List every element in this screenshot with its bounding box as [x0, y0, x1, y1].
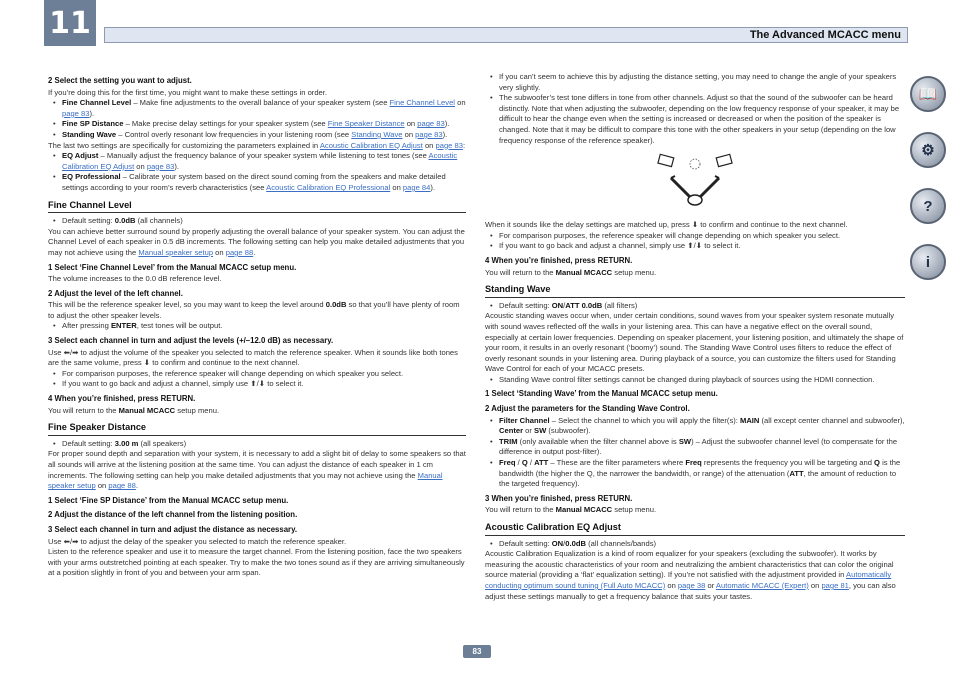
link-page[interactable]: page 81 [821, 580, 849, 590]
step-text: You will return to the Manual MCACC setup menu. [485, 505, 657, 515]
link-fine-channel-level[interactable]: Fine Channel Level [389, 98, 455, 108]
default-setting: • Default setting: 0.0dB (all channels) [48, 216, 466, 227]
link-page[interactable]: page 83 [62, 108, 90, 118]
step-text: The volume increases to the 0.0 dB reference level. [48, 274, 222, 284]
step-title: 1 Select ‘Fine Channel Level’ from the Manual MCACC setup menu. [48, 262, 297, 272]
sidebar-icons [910, 76, 950, 300]
list-item: • After pressing ENTER, test tones will be output. [48, 321, 466, 332]
book-icon[interactable]: 📖 [910, 76, 946, 112]
list-item: • Standing Wave control filter settings cannot be changed during playback of sources using the HDMI connection. [485, 375, 905, 386]
step-text: Use ⬅/➡ to adjust the volume of the speaker you selected to match the reference speaker. When it sounds like both tones are the same volume, press ⬇ to confirm and continue to the next channel. [48, 347, 458, 368]
page-number: 83 [463, 645, 491, 658]
link-automatic-mcacc-expert[interactable]: Automatic MCACC (Expert) [715, 580, 809, 590]
list-item: • EQ Adjust – Manually adjust the frequency balance of your speaker system while listening to test tones (see Acoustic Calibration EQ Adjust on page 83). [48, 151, 466, 172]
section-heading-fine-speaker-distance: Fine Speaker Distance [48, 422, 466, 436]
list-item: • Fine SP Distance – Make precise delay settings for your speaker system (see Fine Speaker Distance on page 83). [48, 119, 466, 130]
settings-panel-icon[interactable]: ⚙ [910, 132, 946, 168]
list-item: • Filter Channel – Select the channel to which you will apply the filter(s): MAIN (all except center channel and subwoofer), Center or SW (subwoofer). [485, 416, 905, 437]
step-2-intro: If you’re doing this for the first time, you might want to make these settings in order. [48, 87, 327, 97]
section-heading-acoustic-calibration-eq-adjust: Acoustic Calibration EQ Adjust [485, 522, 905, 536]
list-item: • If you can’t seem to achieve this by adjusting the distance setting, you may need to change the angle of your speakers very slightly. [485, 72, 905, 93]
step-title: 3 Select each channel in turn and adjust the levels (+/–12.0 dB) as necessary. [48, 336, 334, 346]
paragraph: When it sounds like the delay settings are matched up, press ⬇ to confirm and continue to the next channel. [485, 220, 848, 230]
link-page[interactable]: page 83 [415, 129, 443, 139]
step-text: This will be the reference speaker level, so you may want to keep the level around 0.0dB so that you’ll have plenty of room to adjust the other speaker levels. [48, 300, 460, 320]
paragraph: For proper sound depth and separation with your system, it is necessary to add a slight bit of delay to some speakers so that all sounds will arrive at the listening position at the same time. You can adjust the distance of each speaker in 1 cm increments. The following setting can help you make detailed adjustments that you may not achieve using the Manual speaker setup on page 88. [48, 449, 466, 491]
link-manual-speaker-setup[interactable]: Manual speaker setup [48, 470, 443, 491]
step-text: Listen to the reference speaker and use it to measure the target channel. From the listening position, face the two speakers with your arms outstretched pointing at each speaker. Try to make the two tones sound as if they are arriving simultaneously at a position slightly in front of you and between your arm span. [48, 547, 465, 578]
section-heading-standing-wave: Standing Wave [485, 284, 905, 298]
step-title: 1 Select ‘Standing Wave’ from the Manual MCACC setup menu. [485, 389, 718, 399]
list-item: • Fine Channel Level – Make fine adjustments to the overall balance of your speaker system (see Fine Channel Level on page 83). [48, 98, 466, 119]
step-title: 1 Select ‘Fine SP Distance’ from the Manual MCACC setup menu. [48, 495, 289, 505]
step-title: 3 Select each channel in turn and adjust the distance as necessary. [48, 524, 298, 534]
right-column [485, 72, 905, 602]
list-item: • TRIM (only available when the filter channel above is SW) – Adjust the subwoofer channel level (to compensate for the difference in output post-filter). [485, 437, 905, 458]
link-acoustic-calibration-eq-adjust[interactable]: Acoustic Calibration EQ Adjust [319, 140, 423, 150]
link-page[interactable]: page 83 [417, 119, 445, 129]
default-setting: • Default setting: ON/0.0dB (all channels/bands) [485, 539, 905, 550]
speaker-arms-illustration [657, 152, 737, 214]
step-title: 2 Adjust the parameters for the Standing Wave Control. [485, 404, 690, 414]
header-title: The Advanced MCACC menu [749, 29, 901, 41]
list-item: • For comparison purposes, the reference speaker will change depending on which speaker you select. [48, 369, 466, 380]
step-title: 4 When you’re finished, press RETURN. [485, 255, 633, 265]
step-text: You will return to the Manual MCACC setup menu. [48, 405, 220, 415]
default-setting: • Default setting: ON/ATT 0.0dB (all filters) [485, 301, 905, 312]
link-page[interactable]: page 83 [435, 140, 463, 150]
list-item: • Freq / Q / ATT – These are the filter parameters where Freq represents the frequency you will be targeting and Q is the bandwidth (the higher the Q, the narrower the bandwidth, or range) of the attenuation (ATT, the amount of reduction to the targeted frequency). [485, 458, 905, 490]
link-eq-professional[interactable]: Acoustic Calibration EQ Professional [266, 182, 391, 192]
link-page[interactable]: page 38 [677, 580, 706, 590]
step-title: 2 Adjust the level of the left channel. [48, 288, 183, 298]
paragraph: Acoustic standing waves occur when, under certain conditions, sound waves from your speaker system resonate mutually with sound waves reflected off the walls in your listening area. This can have a negative effect on the overall sound, especially at certain lower frequencies. Depending on speaker placement, your listening position, and ultimately the shape of your room, it results in an overly resonant (‘boomy’) sound. The Standing Wave Control uses filters to reduce the effect of overly resonant sounds in your listening area. During playback of a source, you can customize the filters used for Standing Wave Control for each of your MCACC presets. [485, 311, 904, 374]
link-full-auto-mcacc[interactable]: Automatically conducting optimum sound tuning (Full Auto MCACC) [485, 570, 892, 590]
step-2-title: 2 Select the setting you want to adjust. [48, 76, 192, 85]
list-item: • If you want to go back and adjust a channel, simply use ⬆/⬇ to select it. [48, 379, 466, 390]
list-item: • Standing Wave – Control overly resonant low frequencies in your listening room (see Standing Wave on page 83). [48, 130, 466, 141]
paragraph: Acoustic Calibration Equalization is a kind of room equalizer for your speakers (excluding the subwoofer). It works by measuring the acoustic characteristics of your room and neutralizing the ambient characteristics that can color the original source material (providing a ‘flat’ equalization setting). If you’re not satisfied with the adjustment provided in Automatically conducting optimum sound tuning (Full Auto MCACC) on page 38 or Automatic MCACC (Expert) on page 81, you can also adjust these settings manually to get a frequency balance that suits your tastes. [485, 549, 896, 601]
step-title: 2 Adjust the distance of the left channel from the listening position. [48, 510, 298, 520]
header-bar [104, 27, 908, 43]
link-manual-speaker-setup[interactable]: Manual speaker setup [138, 247, 214, 257]
section-heading-fine-channel-level: Fine Channel Level [48, 200, 466, 214]
help-icon[interactable]: ? [910, 188, 946, 224]
paragraph: You can achieve better surround sound by properly adjusting the overall balance of your speaker system. You can adjust the Channel Level of each speaker in 0.5 dB increments. The following setting can help you make detailed adjustments that you may not achieve using the Manual speaker setup on page 88. [48, 226, 465, 257]
step-title: 4 When you’re finished, press RETURN. [48, 394, 196, 404]
paragraph: The last two settings are specifically for customizing the parameters explained in Acoustic Calibration EQ Adjust on page 83: [48, 140, 466, 150]
list-item: • For comparison purposes, the reference speaker will change depending on which speaker you select. [485, 231, 905, 242]
list-item: • EQ Professional – Calibrate your system based on the direct sound coming from the speakers and make detailed settings according to your room’s reverb characteristics (see Acoustic Calibration EQ Professional on page 84). [48, 172, 466, 193]
link-eq-adjust[interactable]: Acoustic Calibration EQ Adjust [62, 151, 458, 171]
left-column [48, 72, 466, 579]
link-page[interactable]: page 88 [108, 481, 136, 491]
link-page[interactable]: page 88 [225, 247, 254, 257]
link-page[interactable]: page 84 [402, 182, 431, 192]
step-text: Use ⬅/➡ to adjust the delay of the speaker you selected to match the reference speaker. [48, 536, 347, 546]
link-standing-wave[interactable]: Standing Wave [351, 129, 403, 139]
link-fine-speaker-distance[interactable]: Fine Speaker Distance [327, 119, 405, 129]
chapter-number: 11 [44, 0, 96, 46]
link-page[interactable]: page 83 [146, 161, 175, 171]
info-icon[interactable]: i [910, 244, 946, 280]
default-setting: • Default setting: 3.00 m (all speakers) [48, 439, 466, 450]
step-text: You will return to the Manual MCACC setup menu. [485, 267, 657, 277]
listening-position-diagram [657, 152, 737, 214]
step-title: 3 When you’re finished, press RETURN. [485, 493, 633, 503]
list-item: • The subwoofer’s test tone differs in tone from other channels. Adjust so that the sound of the subwoofer can be heard distinctly. Note that when adjusting the subwoofer, depending on the low frequency response of your speaker, it may be difficult to hear the change even when the setting is increased or decreased or when the position of the speaker is changed. Note that it may be difficult to compare this tone with the other speakers in your setup (depending on the low frequency response of the reference speaker). [485, 93, 905, 146]
list-item: • If you want to go back and adjust a channel, simply use ⬆/⬇ to select it. [485, 241, 905, 252]
